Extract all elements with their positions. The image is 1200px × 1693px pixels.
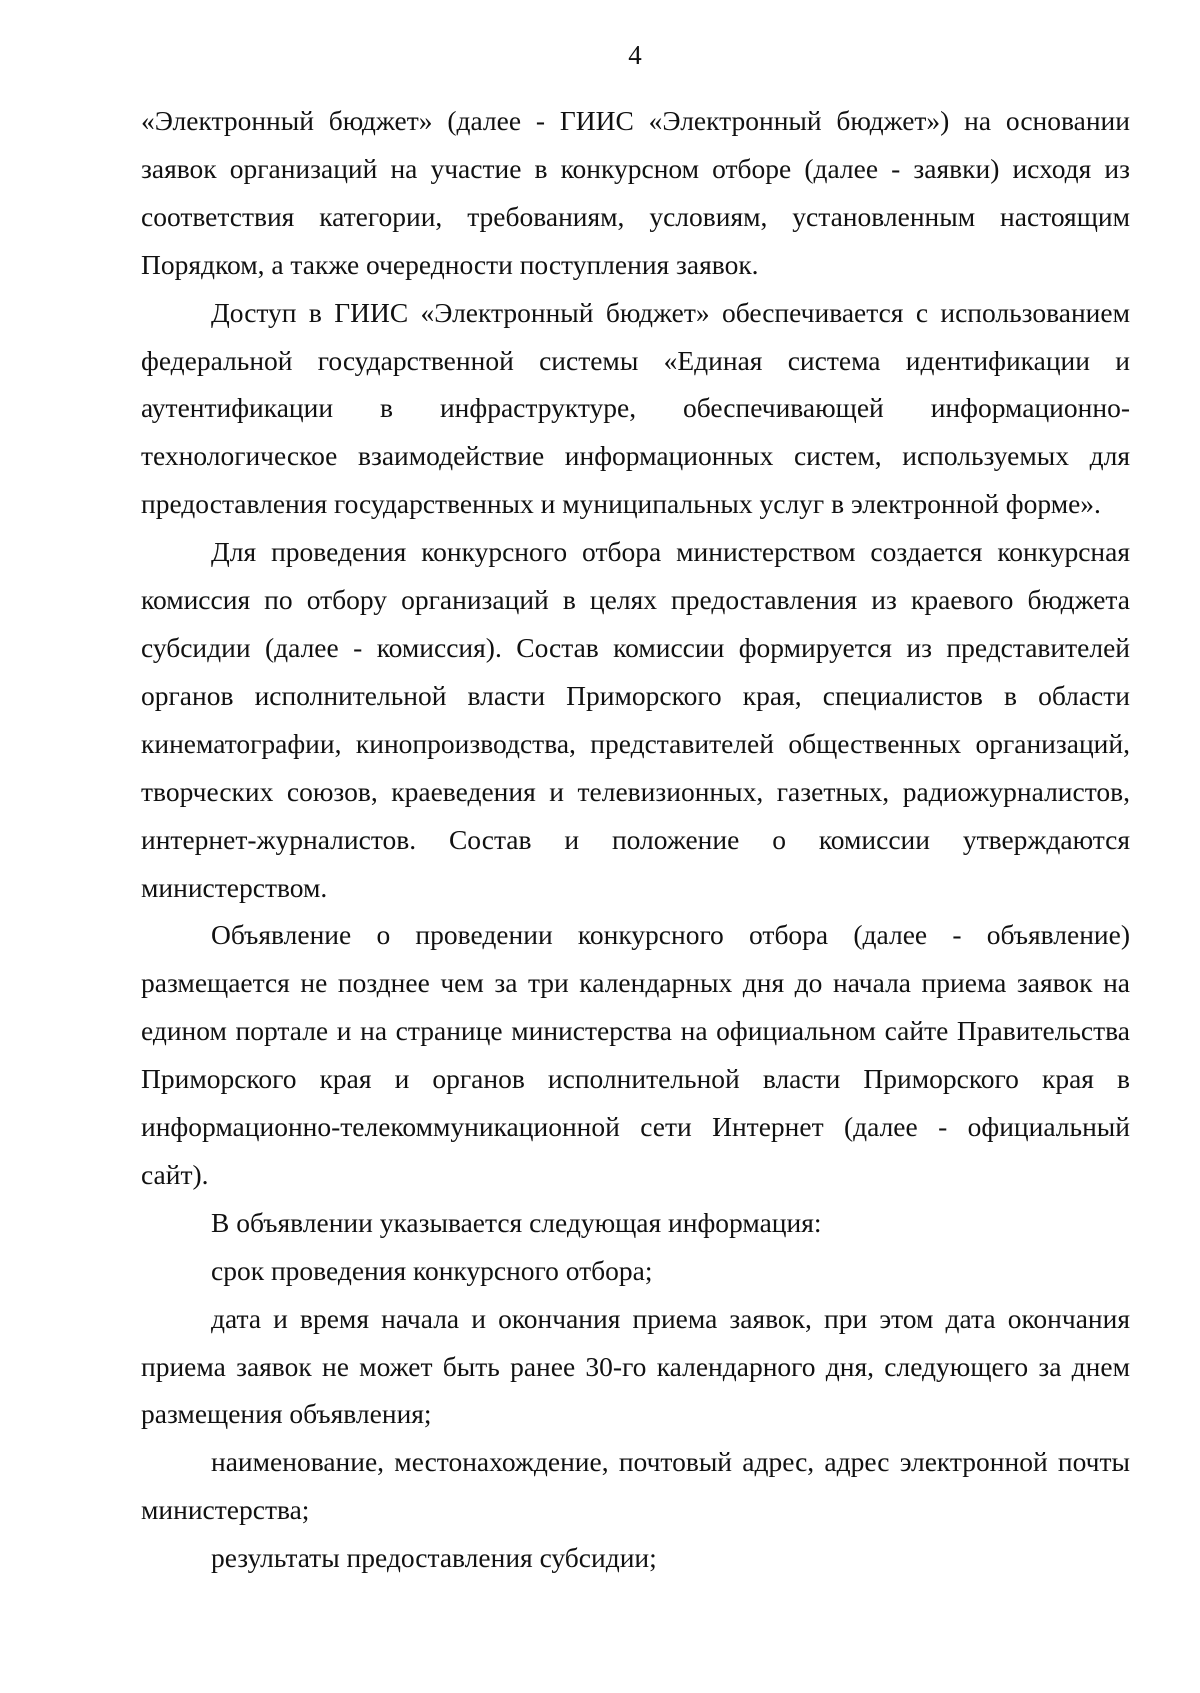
paragraph-announcement: Объявление о проведении конкурсного отбора (далее - объявление) размещается не позднее чем за три календарных дня до начала приема заявок на едином портале и на странице министерства на официальном сайте Правительства Приморского края и органов исполнительной власти Приморского края в информационно-телекоммуникационной сети Интернет (далее - официальный сайт). [141,919,1130,1190]
page-number: 4 [628,40,642,70]
list-item-subsidy-results: результаты предоставления субсидии; [211,1542,657,1574]
list-item-ministry-contacts: наименование, местонахождение, почтовый адрес, адрес электронной почты министерства; [141,1446,1130,1526]
paragraph-commission: Для проведения конкурсного отбора министерством создается конкурсная комиссия по отбору организаций в целях предоставления из краевого бюджета субсидии (далее - комиссия). Состав комиссии формируется из представителей органов исполнительной власти Приморского края, специалистов в области кинематографии, кинопроизводства, представителей общественных организаций, творческих союзов, краеведения и телевизионных, газетных, радиожурналистов, интернет-журналистов. Состав и положение о комиссии утверждаются министерством. [141,536,1130,903]
document-body [141,97,1130,1582]
paragraph-budget-system: «Электронный бюджет» (далее - ГИИС «Электронный бюджет») на основании заявок организаций на участие в конкурсном отборе (далее - заявки) исходя из соответствия категории, требованиям, условиям, установленным настоящим Порядком, а также очередности поступления заявок. [141,105,1130,280]
list-item-application-dates: дата и время начала и окончания приема заявок, при этом дата окончания приема заявок не может быть ранее 30-го календарного дня, следующего за днем размещения объявления; [141,1302,1130,1430]
paragraph-announcement-info: В объявлении указывается следующая информация: [211,1206,822,1238]
list-item-selection-period: срок проведения конкурсного отбора; [211,1254,653,1286]
paragraph-access: Доступ в ГИИС «Электронный бюджет» обеспечивается с использованием федеральной государственной системы «Единая система идентификации и аутентификации в инфраструктуре, обеспечивающей информационно-технологическое взаимодействие информационных систем, используемых для предоставления государственных и муниципальных услуг в электронной форме». [141,296,1130,520]
